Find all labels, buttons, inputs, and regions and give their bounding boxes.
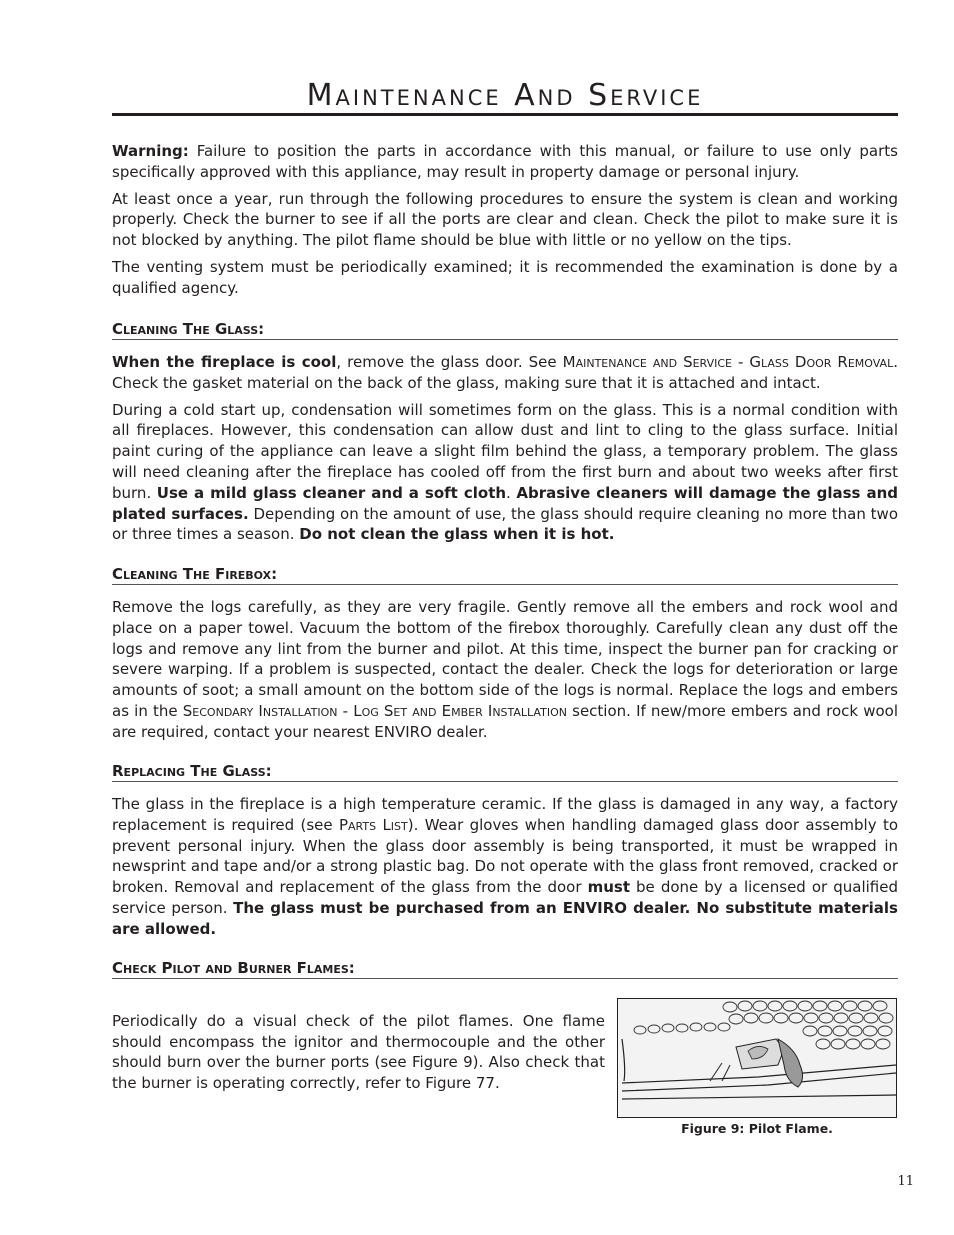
- cleaning-glass-para1: [112, 352, 898, 394]
- warning-text: Failure to position the parts in accordance with this manual, or failure to use only parts specifically approved with this appliance, may result in property damage or personal injury.: [112, 142, 898, 181]
- text-run: The glass in the fireplace is a high temperature ceramic. If the glass is damaged in any way, a factory replacement is required (see: [112, 795, 898, 834]
- warning-paragraph: [112, 141, 898, 183]
- text-run: be done by a licensed or qualified service person.: [112, 878, 898, 917]
- pilot-flames-heading: Check Pilot and Burner Flames:: [112, 958, 898, 979]
- cleaning-glass-section: [112, 352, 898, 551]
- text-run: , remove the glass door. See: [336, 353, 563, 371]
- intro-section: [112, 141, 898, 305]
- pilot-flame-figure: [617, 998, 897, 1118]
- bold-run: The glass must be purchased from an ENVIRO dealer. No substitute materials are allowed.: [112, 898, 898, 938]
- page-number: 11: [897, 1174, 914, 1189]
- burner-illustration: [618, 999, 896, 1117]
- bold-run: Use a mild glass cleaner and a soft cloth: [156, 483, 507, 502]
- cool-note: When the fireplace is cool: [112, 353, 337, 371]
- parts-list-ref: Parts List: [338, 815, 408, 834]
- pilot-flames-paragraph: Periodically do a visual check of the pilot flames. One flame should encompass the ignitor and thermocouple and the other should burn over the burner ports (see Figure 9). Also check that the burner is operating correctly, refer to Figure 77.: [112, 1012, 605, 1092]
- title-rule: [112, 113, 898, 116]
- cleaning-firebox-section: [112, 597, 898, 749]
- cleaning-glass-para2: [112, 400, 898, 546]
- bold-run: Abrasive cleaners will damage the glass and plated surfaces.: [112, 483, 898, 523]
- text-run: Depending on the amount of use, the glass should require cleaning no more than two or three times a season.: [112, 504, 898, 544]
- glass-door-removal-ref: Maintenance and Service - Glass Door Removal: [562, 353, 894, 371]
- text-run: During a cold start up, condensation will sometimes form on the glass. This is a normal condition with all fireplaces. However, this condensation can allow dust and lint to cling to the glass surface. Initial paint curing of the appliance can leave a slight film behind the glass, a temporary problem. The glass will need cleaning after the fireplace has cooled off from the first burn and about two weeks after first burn.: [112, 400, 898, 502]
- text-run: ). Wear gloves when handling damaged glass door assembly to prevent personal injury. When the glass door assembly is being transported, it must be wrapped in newsprint and tape and/or a strong plastic bag. Do not operate with the glass front removed, cracked or broken. Removal and replacement of the glass from the door: [112, 815, 899, 897]
- cleaning-firebox-para: [112, 597, 898, 743]
- cleaning-firebox-heading: Cleaning The Firebox:: [112, 564, 898, 585]
- figure-caption: Figure 9: Pilot Flame.: [681, 1121, 833, 1136]
- text-run: section. If new/more embers and rock wool are required, contact your nearest ENVIRO dealer.: [112, 701, 898, 741]
- cleaning-glass-heading: Cleaning The Glass:: [112, 319, 898, 340]
- page-title: Maintenance And Service: [306, 78, 704, 113]
- text-run: . Check the gasket material on the back of the glass, making sure that it is attached and intact.: [112, 353, 898, 392]
- venting-paragraph: The venting system must be periodically examined; it is recommended the examination is done by a qualified agency.: [112, 257, 898, 297]
- bold-run: must: [587, 878, 630, 897]
- replacing-glass-heading: Replacing The Glass:: [112, 761, 898, 782]
- warning-label: Warning:: [112, 142, 189, 160]
- bold-run: Do not clean the glass when it is hot.: [299, 525, 615, 544]
- annual-check-paragraph: At least once a year, run through the following procedures to ensure the system is clean and working properly. Check the burner to see if all the ports are clear and clean. Check the pilot to make sure it is not blocked by anything. The pilot flame should be blue with little or no yellow on the tips.: [112, 189, 898, 250]
- replacing-glass-para: [112, 794, 898, 940]
- replacing-glass-section: [112, 794, 898, 946]
- text-run: Remove the logs carefully, as they are very fragile. Gently remove all the embers and rock wool and place on a paper towel. Vacuum the bottom of the firebox thoroughly. Carefully clean any dust off the logs and remove any lint from the burner and pilot. At this time, inspect the burner pan for cracking or severe warping. If a problem is suspected, contact the dealer. Check the logs for deterioration or large amounts of soot; a small amount on the bottom side of the logs is normal. Replace the logs and embers as in the: [112, 598, 898, 720]
- log-set-installation-ref: Secondary Installation - Log Set and Ember Installation: [182, 701, 567, 720]
- text-run: .: [506, 483, 517, 502]
